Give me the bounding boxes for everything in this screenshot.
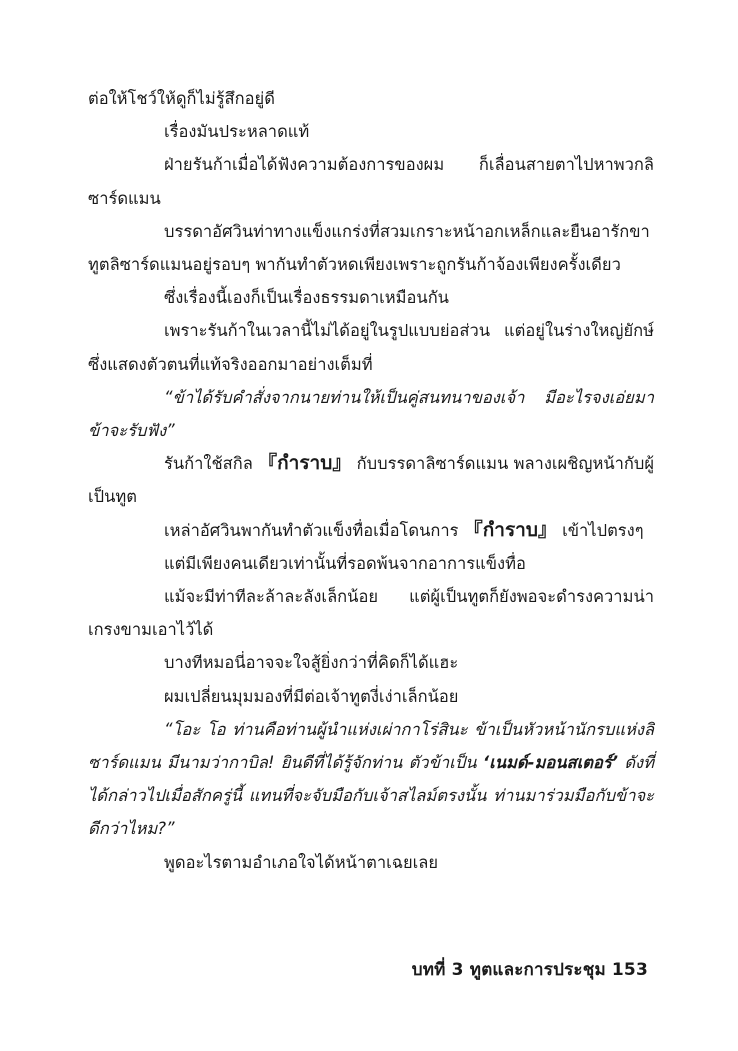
text-segment: เหล่าอัศวินพากันทำตัวแข็งทื่อเมื่อโดนการ — [164, 520, 464, 540]
paragraph: ผมเปลี่ยนมุมมองที่มีต่อเจ้าทูตงี่เง่าเล็กน้อย — [164, 686, 459, 706]
paragraph: ฝ่ายรันก้าเมื่อได้ฟังความต้องการของผม ก็เลื่อนสายตาไปหาพวกลิซาร์ดแมน — [88, 155, 654, 208]
text-segment: เข้าไปตรงๆ — [556, 520, 644, 540]
skill-name: 『กำราบ』 — [258, 452, 352, 475]
page-footer — [412, 956, 648, 983]
paragraph: ต่อให้โชว์ให้ดูก็ไม่รู้สึกอยู่ดี — [88, 89, 275, 108]
text-segment: รันก้าใช้สกิล — [164, 454, 259, 474]
text-segment: “โอะ โอ ท่านคือท่านผู้นำแห่งเผ่ากาโร่สินะ ข้าเป็นหัวหน้านักรบแห่งลิซาร์ดแมน มีนามว่ากาบิล! ยินดีที่ได้รู้จักท่าน ตัวข้าเป็น — [88, 719, 654, 773]
paragraph — [88, 447, 654, 513]
text-segment: ดังที่ได้กล่าวไปเมื่อสักครู่นี้ แทนที่จะจับมือกับเจ้าสไลม์ตรงนั้น ท่านมาร่วมมือกับข้าจะดีกว่าไหม?” — [88, 753, 654, 839]
paragraph: บรรดาอัศวินท่าทางแข็งแกร่งที่สวมเกราะหน้าอกเหล็กและยืนอารักขาทูตลิซาร์ดแมนอยู่รอบๆ พากันทำตัวหดเพียงเพราะถูกรันก้าจ้องเพียงครั้งเดียว — [88, 221, 650, 275]
paragraph — [88, 514, 654, 547]
page-number: 153 — [611, 960, 648, 980]
paragraph: เรื่องมันประหลาดแท้ — [164, 122, 310, 142]
page-body — [88, 82, 654, 879]
paragraph: ซึ่งเรื่องนี้เองก็เป็นเรื่องธรรมดาเหมือนกัน — [164, 288, 449, 308]
chapter-title: บทที่ 3 ทูตและการประชุม — [411, 960, 606, 980]
dialogue-paragraph — [88, 713, 654, 846]
dialogue-paragraph: “ข้าได้รับคำสั่งจากนายท่านให้เป็นคู่สนทนาของเจ้า มีอะไรจงเอ่ยมา ข้าจะรับฟัง” — [88, 387, 654, 441]
text-segment: กับบรรดาลิซาร์ดแมน พลางเผชิญหน้ากับผู้เป็นทูต — [88, 454, 654, 507]
paragraph: บางทีหมอนี่อาจจะใจสู้ยิ่งกว่าที่คิดก็ได้แฮะ — [164, 653, 459, 673]
paragraph: เพราะรันก้าในเวลานี้ไม่ได้อยู่ในรูปแบบย่อส่วน แต่อยู่ในร่างใหญ่ยักษ์ซึ่งแสดงตัวตนที่แท้จริงออกมาอย่างเต็มที่ — [88, 321, 654, 374]
paragraph: แต่มีเพียงคนเดียวเท่านั้นที่รอดพ้นจากอาการแข็งทื่อ — [164, 553, 526, 573]
paragraph: พูดอะไรตามอำเภอใจได้หน้าตาเฉยเลย — [164, 852, 439, 872]
paragraph: แม้จะมีท่าทีละล้าละลังเล็กน้อย แต่ผู้เป็นทูตก็ยังพอจะดำรงความน่าเกรงขามเอาไว้ได้ — [88, 587, 654, 640]
emphasized-term: ‘เนมด์-มอนสเตอร์’ — [482, 753, 619, 773]
skill-name: 『กำราบ』 — [463, 518, 557, 541]
